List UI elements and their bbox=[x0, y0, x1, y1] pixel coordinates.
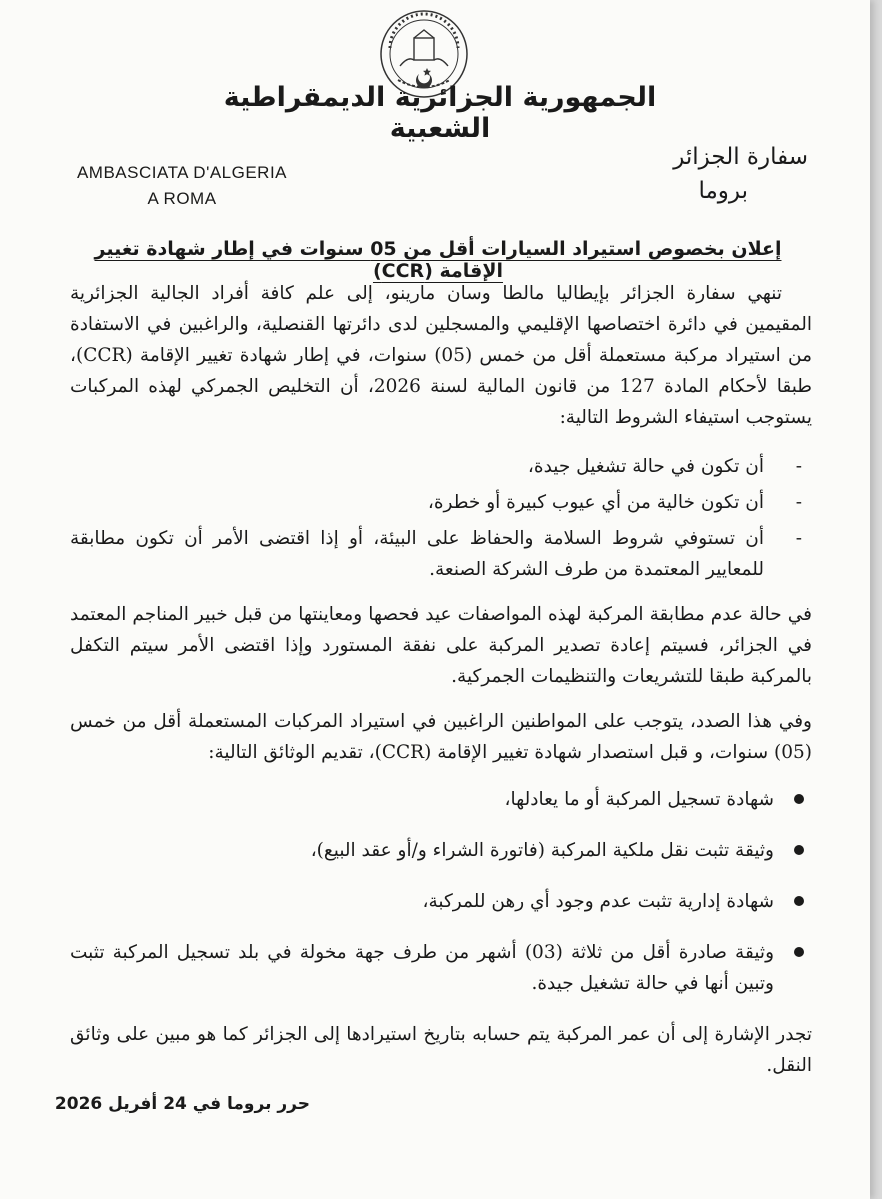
signature-date: حرر بروما في 24 أفريل 2026 bbox=[54, 1094, 310, 1114]
document-item: شهادة تسجيل المركبة أو ما يعادلها، bbox=[70, 784, 774, 815]
documents-intro-paragraph: وفي هذا الصدد، يتوجب على المواطنين الراغبين في استيراد المركبات المستعملة أقل من خمس (05) سنوات، و قبل استصدار شهادة تغيير الإقامة (CCR)، تقديم الوثائق التالية: bbox=[70, 711, 812, 763]
intro-paragraph: تنهي سفارة الجزائر بإيطاليا مالطا وسان مارينو، إلى علم كافة أفراد الجالية الجزائرية المقيمين في دائرة اختصاصها الإقليمي والمسجلين لدى دائرتها القنصلية، والراغبين في الاستفادة من استيراد مركبة مستعملة أقل من خمس (05) سنوات، في إطار شهادة تغيير الإقامة (CCR)، طبقا لأحكام المادة 127 من قانون المالية لسنة 2026، أن التخليص الجمركي لهذه المركبات يستوجب استيفاء الشروط التالية: bbox=[70, 283, 812, 428]
condition-item: - أن تستوفي شروط السلامة والحفاظ على البيئة، أو إذا اقتضى الأمر أن تكون مطابقة للمعايير المعتمدة من طرف الشركة الصنعة. bbox=[70, 523, 764, 585]
announcement-body bbox=[70, 278, 812, 1081]
republic-name: الجمهورية الجزائرية الديمقراطية الشعبية bbox=[223, 82, 657, 144]
note-paragraph: تجدر الإشارة إلى أن عمر المركبة يتم حسابه بتاريخ استيرادها إلى الجزائر كما هو مبين على وثائق النقل. bbox=[70, 1024, 812, 1076]
embassy-name-latin bbox=[62, 160, 302, 212]
document-item: وثيقة صادرة أقل من ثلاثة (03) أشهر من طرف جهة مخولة في بلد تسجيل المركبة تثبت وتبين أنها في حالة تشغيل جيدة. bbox=[70, 937, 774, 999]
embassy-latin-line2: A ROMA bbox=[147, 189, 217, 208]
document-item: شهادة إدارية تثبت عدم وجود أي رهن للمركبة، bbox=[70, 886, 774, 917]
announcement-title: إعلان بخصوص استيراد السيارات أقل من 05 سنوات في إطار شهادة تغيير الإقامة (CCR) bbox=[94, 238, 782, 282]
embassy-arabic-line2: بروما bbox=[698, 178, 748, 204]
document-item: وثيقة تثبت نقل ملكية المركبة (فاتورة الشراء و/أو عقد البيع)، bbox=[70, 835, 774, 866]
condition-item: - أن تكون في حالة تشغيل جيدة، bbox=[70, 451, 764, 482]
non-conformity-paragraph: في حالة عدم مطابقة المركبة لهذه المواصفات عيد فحصها ومعاينتها من قبل خبير المناجم المعتمد في الجزائر، فسيتم إعادة تصدير المركبة على نفقة المستورد وإذا اقتضى الأمر سيتم التكفل بالمركبة طبقا للتشريعات والتنظيمات الجمركية. bbox=[70, 604, 812, 687]
conditions-list bbox=[70, 451, 812, 585]
embassy-name-arabic bbox=[568, 140, 808, 208]
embassy-arabic-line1: سفارة الجزائر bbox=[673, 144, 808, 170]
condition-item: - أن تكون خالية من أي عيوب كبيرة أو خطرة، bbox=[70, 487, 764, 518]
embassy-latin-line1: AMBASCIATA D'ALGERIA bbox=[76, 163, 288, 182]
documents-list bbox=[70, 784, 812, 999]
